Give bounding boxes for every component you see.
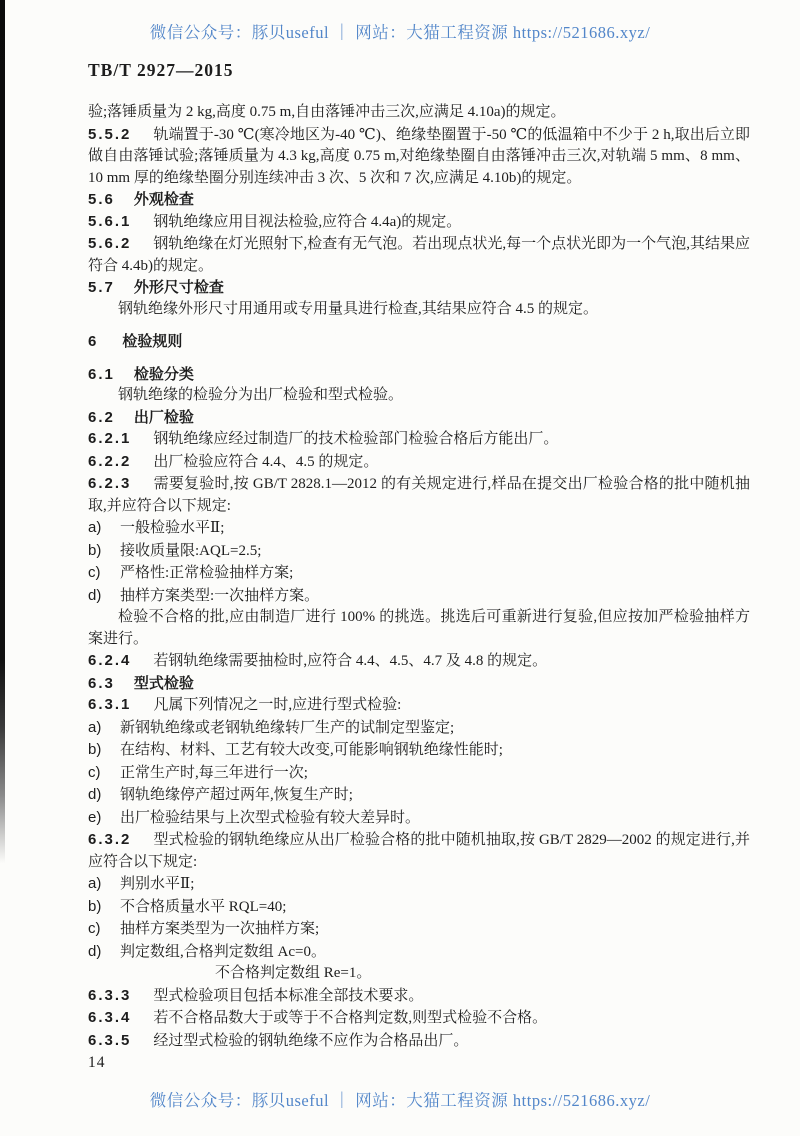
list-item-label: b) [88, 897, 102, 915]
list-item-label: c) [88, 564, 101, 581]
document-body [88, 102, 750, 1074]
standard-code: TB/T 2927—2015 [88, 60, 234, 80]
page-number: 14 [88, 1054, 106, 1071]
paragraph-text: 外观检查 [133, 191, 194, 208]
paragraph-text: 型式检验 [133, 674, 194, 692]
clause-heading [88, 189, 750, 211]
clause-paragraph [88, 428, 750, 451]
paragraph-text: 抽样方案类型为一次抽样方案; [120, 921, 320, 937]
paragraph-text: 检验分类 [133, 365, 194, 383]
clause-paragraph [88, 233, 750, 277]
list-item-label: d) [88, 586, 102, 604]
chapter-heading [88, 331, 750, 353]
list-item [88, 540, 750, 563]
list-item [88, 918, 750, 941]
list-item [88, 762, 750, 785]
paragraph-text: 不合格质量水平 RQL=40; [120, 898, 287, 915]
paragraph-text: 严格性:正常检验抽样方案; [120, 565, 294, 581]
clause-paragraph [88, 985, 750, 1008]
clause-number: 5.7 [88, 279, 115, 296]
list-item [88, 941, 750, 964]
clause-paragraph [88, 473, 750, 517]
list-item-label: c) [88, 763, 101, 781]
paragraph-text: 外形尺寸检查 [133, 279, 224, 296]
paragraph-text: 出厂检验结果与上次型式检验有较大差异时。 [120, 809, 421, 826]
clause-number: 6.2.2 [88, 452, 132, 470]
clause-number: 6.2 [88, 408, 115, 426]
clause-paragraph [88, 124, 750, 190]
body-paragraph [88, 299, 750, 321]
clause-number: 5.6 [88, 191, 115, 208]
paragraph-text: 新钢轨绝缘或老钢轨绝缘转厂生产的试制定型鉴定; [120, 719, 455, 736]
paragraph-text: 若不合格品数大于或等于不合格判定数,则型式检验不合格。 [153, 1010, 548, 1026]
body-paragraph [88, 385, 750, 407]
clause-paragraph [88, 650, 750, 673]
list-item-label: d) [88, 942, 102, 960]
clause-heading [88, 364, 750, 386]
clause-number: 5.6.1 [88, 212, 132, 230]
paragraph-text: 钢轨绝缘的检验分为出厂检验和型式检验。 [118, 387, 404, 403]
clause-paragraph [88, 694, 750, 717]
clause-number: 6.3.3 [88, 986, 132, 1004]
paragraph-text: 判定数组,合格判定数组 Ac=0。 [120, 943, 326, 960]
clause-number: 6.2.4 [88, 652, 132, 669]
list-item-label: a) [88, 519, 102, 536]
paragraph-text: 出厂检验 [133, 408, 194, 426]
clause-number: 6.3.4 [88, 1009, 132, 1026]
clause-number: 6.3.1 [88, 696, 132, 713]
list-item [88, 517, 750, 540]
list-item [88, 896, 750, 919]
list-item-label: b) [88, 541, 102, 559]
list-item [88, 873, 750, 896]
clause-number: 6.2.1 [88, 430, 132, 447]
clause-heading [88, 277, 750, 299]
clause-number: 6.3.2 [88, 831, 132, 848]
paragraph-text: 型式检验的钢轨绝缘应从出厂检验合格的批中随机抽取,按 GB/T 2829—2002 的规定进行,并应符合以下规定: [88, 832, 750, 870]
list-item [88, 585, 750, 608]
clause-number: 6 [88, 333, 99, 350]
list-item [88, 784, 750, 807]
clause-paragraph [88, 1007, 750, 1030]
paragraph-text: 轨端置于-30 ℃(寒冷地区为-40 ℃)、绝缘垫圈置于-50 ℃的低温箱中不少于 2 h,取出后立即做自由落锤试验;落锤质量为 4.3 kg,高度 0.75 m,对绝缘垫圈自由落锤冲击三次,对轨端 5 mm、8 mm、10 mm 厚的绝缘垫圈分别连续冲击 3 次、5 次和 7 次,应满足 4.10b)的规定。 [88, 126, 750, 186]
list-item [88, 807, 750, 830]
list-item-label: a) [88, 718, 102, 736]
paragraph-text: 接收质量限:AQL=2.5; [120, 542, 262, 559]
scan-edge-artifact [0, 0, 5, 1136]
paragraph-text: 出厂检验应符合 4.4、4.5 的规定。 [153, 453, 379, 470]
clause-number: 5.5.2 [88, 125, 132, 143]
header-watermark: 微信公众号：豚贝useful ｜ 网站：大猫工程资源 https://521686.xyz/ [149, 23, 651, 42]
clause-paragraph [88, 1030, 750, 1053]
clause-heading [88, 407, 750, 429]
paragraph-text: 检验不合格的批,应由制造厂进行 100% 的挑选。挑选后可重新进行复验,但应按加严检验抽样方案进行。 [88, 609, 750, 647]
continuation-paragraph [88, 102, 750, 124]
paragraph-text: 判别水平Ⅱ; [120, 876, 195, 892]
paragraph-text: 钢轨绝缘外形尺寸用通用或专用量具进行检查,其结果应符合 4.5 的规定。 [118, 300, 599, 317]
paragraph-text: 检验规则 [122, 333, 183, 350]
paragraph-text: 钢轨绝缘应用目视法检验,应符合 4.4a)的规定。 [153, 213, 462, 230]
paragraph-text: 型式检验项目包括本标准全部技术要求。 [153, 987, 424, 1004]
paragraph-text: 一般检验水平Ⅱ; [120, 520, 225, 536]
clause-paragraph [88, 451, 750, 474]
clause-number: 5.6.2 [88, 235, 132, 252]
body-paragraph [88, 607, 750, 650]
clause-paragraph [88, 211, 750, 234]
paragraph-text: 钢轨绝缘停产超过两年,恢复生产时; [120, 787, 353, 803]
paragraph-text: 正常生产时,每三年进行一次; [120, 764, 308, 781]
paragraph-text: 抽样方案类型:一次抽样方案。 [120, 587, 320, 604]
clause-heading [88, 673, 750, 695]
list-item [88, 739, 750, 762]
list-item-label: b) [88, 741, 102, 758]
paragraph-text: 若钢轨绝缘需要抽检时,应符合 4.4、4.5、4.7 及 4.8 的规定。 [153, 653, 548, 669]
list-item-label: a) [88, 875, 102, 892]
paragraph-text: 经过型式检验的钢轨绝缘不应作为合格品出厂。 [153, 1032, 469, 1049]
clause-paragraph [88, 829, 750, 873]
indented-line [215, 963, 750, 985]
paragraph-text: 不合格判定数组 Re=1。 [215, 965, 372, 981]
paragraph-text: 验;落锤质量为 2 kg,高度 0.75 m,自由落锤冲击三次,应满足 4.10a)的规定。 [88, 104, 566, 120]
list-item [88, 562, 750, 585]
paragraph-text: 凡属下列情况之一时,应进行型式检验: [153, 697, 402, 713]
clause-number: 6.2.3 [88, 475, 132, 492]
paragraph-text: 钢轨绝缘应经过制造厂的技术检验部门检验合格后方能出厂。 [153, 431, 559, 447]
footer-watermark: 微信公众号：豚贝useful ｜ 网站：大猫工程资源 https://521686.xyz/ [149, 1091, 651, 1110]
paragraph-text: 钢轨绝缘在灯光照射下,检查有无气泡。若出现点状光,每一个点状光即为一个气泡,其结果应符合 4.4b)的规定。 [88, 236, 750, 274]
paragraph-text: 在结构、材料、工艺有较大改变,可能影响钢轨绝缘性能时; [120, 742, 503, 758]
list-item-label: d) [88, 786, 102, 803]
clause-number: 6.3.5 [88, 1031, 132, 1049]
list-item-label: c) [88, 920, 101, 937]
clause-number: 6.1 [88, 365, 115, 383]
clause-number: 6.3 [88, 674, 115, 692]
list-item [88, 717, 750, 740]
paragraph-text: 需要复验时,按 GB/T 2828.1—2012 的有关规定进行,样品在提交出厂检验合格的批中随机抽取,并应符合以下规定: [88, 476, 750, 514]
list-item-label: e) [88, 808, 102, 826]
